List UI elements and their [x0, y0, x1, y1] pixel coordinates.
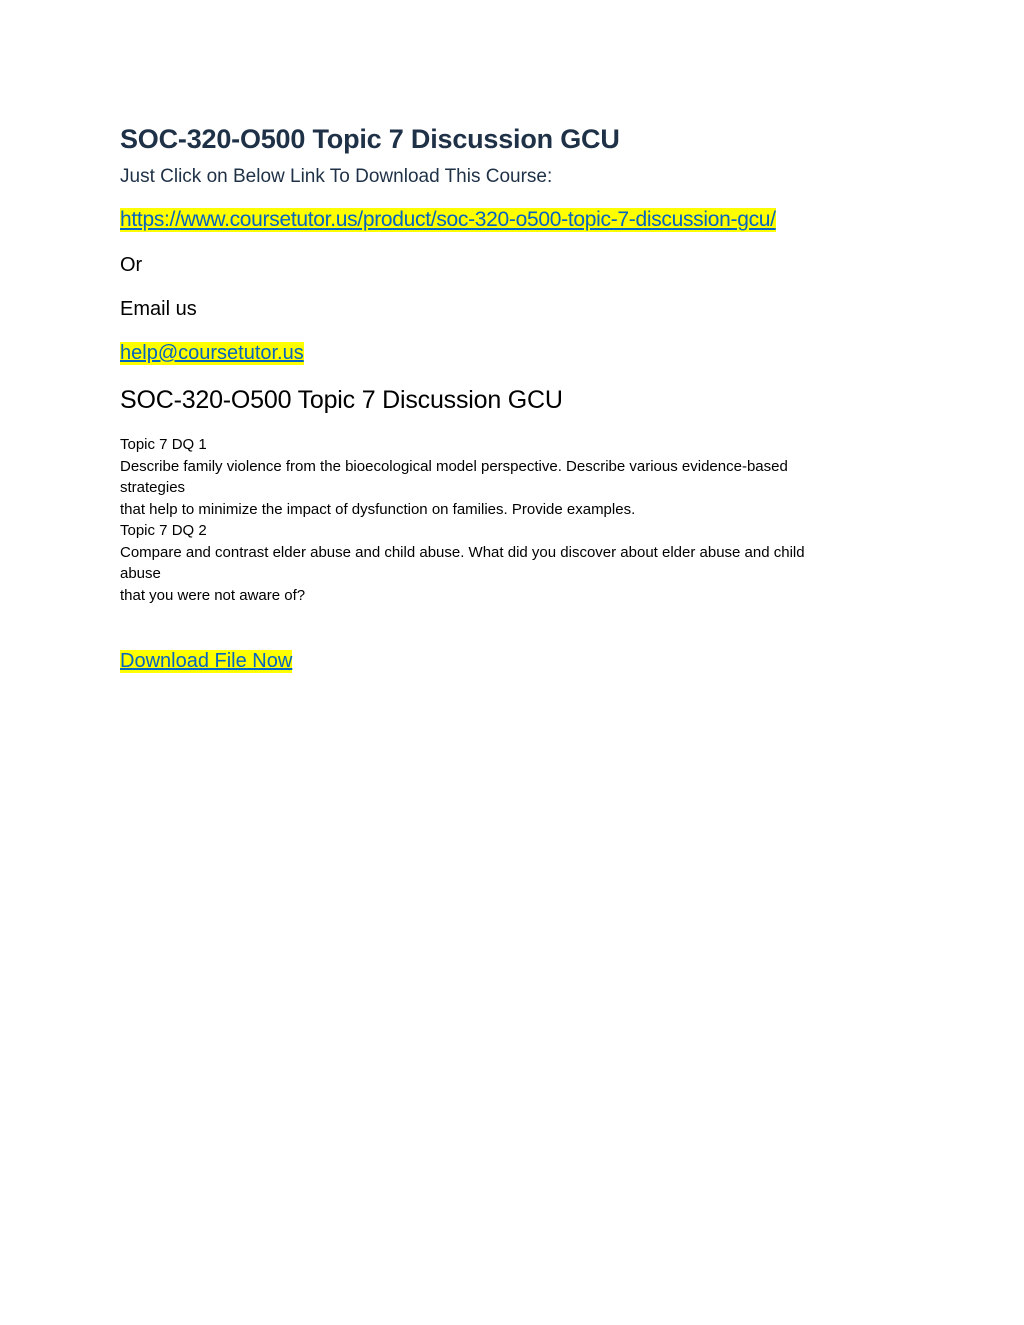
body-line: Topic 7 DQ 2 — [120, 522, 207, 539]
body-line: Compare and contrast elder abuse and child abuse. What did you discover about elder abuse and child — [120, 543, 805, 561]
body-line: strategies — [120, 479, 186, 496]
email-link[interactable]: help@coursetutor.us — [120, 342, 304, 364]
discussion-body — [120, 434, 880, 606]
download-instruction: Just Click on Below Link To Download This Course: — [120, 166, 553, 187]
document-title: SOC-320-O500 Topic 7 Discussion GCU — [120, 124, 620, 154]
body-line: that you were not aware of? — [120, 586, 306, 604]
or-text: Or — [120, 254, 143, 276]
email-label: Email us — [120, 298, 197, 320]
course-link[interactable]: https://www.coursetutor.us/product/soc-320-o500-topic-7-discussion-gcu/ — [120, 208, 776, 231]
body-line: that help to minimize the impact of dysfunction on families. Provide examples. — [120, 500, 636, 518]
body-line: abuse — [120, 565, 161, 582]
body-line: Topic 7 DQ 1 — [120, 436, 207, 453]
body-line: Describe family violence from the bioecological model perspective. Describe various evidence-based — [120, 457, 788, 475]
download-file-link[interactable]: Download File Now — [120, 650, 293, 672]
section-heading: SOC-320-O500 Topic 7 Discussion GCU — [120, 386, 563, 414]
